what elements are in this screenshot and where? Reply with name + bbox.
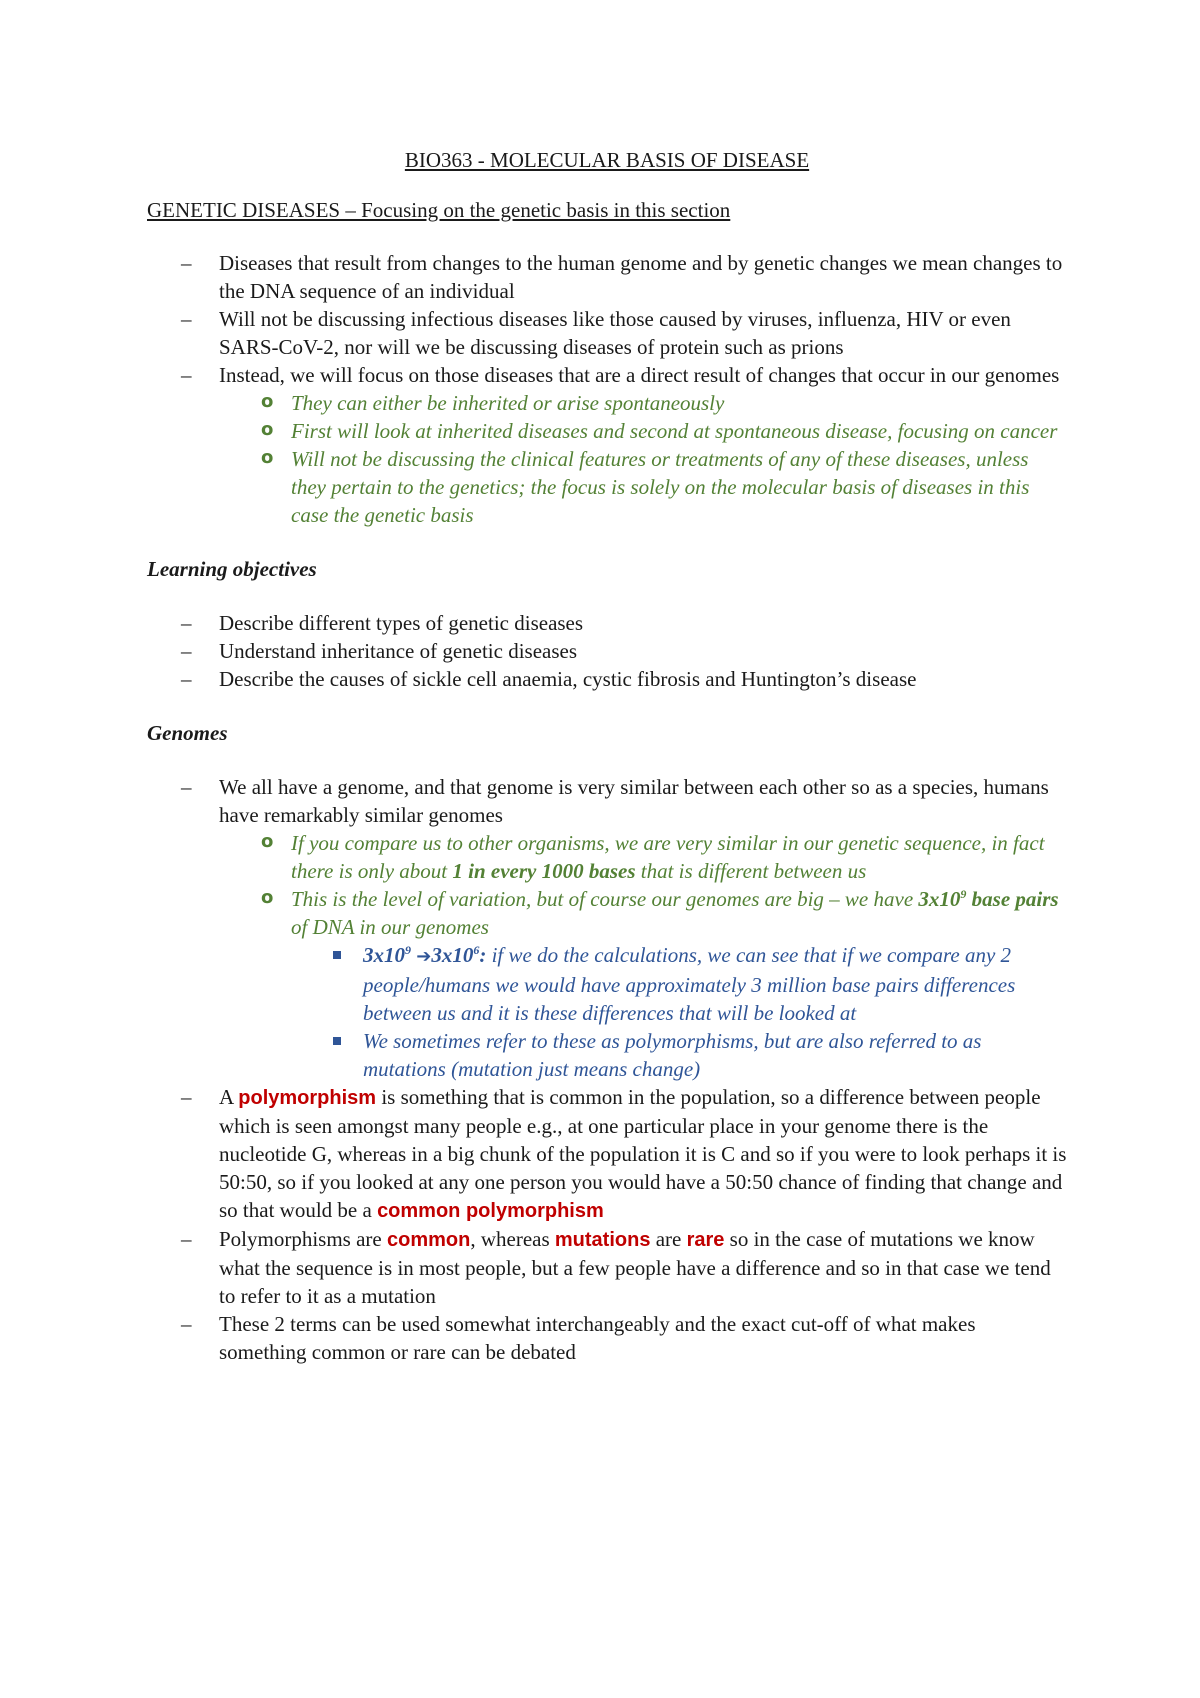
term-common: common bbox=[387, 1229, 471, 1251]
bases-ratio: 1 in every 1000 bases bbox=[452, 859, 636, 883]
intro-sub-item-2: o First will look at inherited diseases and second at spontaneous disease, focusing on cancer bbox=[291, 417, 1067, 445]
calculation: $3x10^9$ $➔3x10^6$: bbox=[363, 943, 487, 967]
intro-sub-item-1: o They can either be inherited or arise spontaneously bbox=[291, 389, 1067, 417]
genomes-item-1-text: We all have a genome, and that genome is very similar between each other so as a species, humans have remarkably similar genomes bbox=[219, 775, 1049, 827]
term-rare: rare bbox=[686, 1229, 725, 1251]
right-arrow-icon: ➔ bbox=[416, 946, 432, 967]
genomes-sub-item-2: o This is the level of variation, but of course our genomes are big – we have $3x10^9$ base pairs of DNA in our genomes $3x10^9$ $➔3x10^6$: if we do the calculations, we can see that if we compare any 2 people/humans we would have approximately 3 million base pairs differences between us and it is these differences that will be looked at We sometimes refer to these as polymorphisms, but are also referred to as mutations (mutation just means change) bbox=[291, 885, 1067, 1083]
genomes-subsublist bbox=[291, 941, 1067, 1083]
term-common-polymorphism: common polymorphism bbox=[377, 1200, 604, 1222]
genomes-sublist bbox=[219, 829, 1067, 1083]
genomes-item-1 bbox=[219, 773, 1067, 1083]
genomes-subsub-item-1: $3x10^9$ $➔3x10^6$: if we do the calculations, we can see that if we compare any 2 people/humans we would have approximately 3 million base pairs differences between us and it is these differences that will be looked at bbox=[363, 941, 1067, 1027]
intro-item-3-text: Instead, we will focus on those diseases that are a direct result of changes that occur in our genomes bbox=[219, 363, 1060, 387]
genomes-item-3: – Polymorphisms are common, whereas mutations are rare so in the case of mutations we know what the sequence is in most people, but a few people have a difference and so in that case we tend to refer to it as a mutation bbox=[219, 1225, 1067, 1310]
intro-list bbox=[147, 249, 1067, 529]
section-title: GENETIC DISEASES – Focusing on the genetic basis in this section bbox=[147, 198, 731, 222]
learning-objectives-list bbox=[147, 609, 1067, 693]
intro-item-1: – Diseases that result from changes to the human genome and by genetic changes we mean changes to the DNA sequence of an individual bbox=[219, 249, 1067, 305]
term-polymorphism: polymorphism bbox=[238, 1087, 377, 1109]
genome-size: $3x10^9$ base pairs bbox=[918, 887, 1059, 911]
learning-objectives-heading: Learning objectives bbox=[147, 557, 317, 581]
learning-item-2: – Understand inheritance of genetic diseases bbox=[219, 637, 1067, 665]
document-body bbox=[147, 146, 1067, 1366]
genomes-heading: Genomes bbox=[147, 721, 228, 745]
genomes-subsub-item-2: We sometimes refer to these as polymorphisms, but are also referred to as mutations (mutation just means change) bbox=[363, 1027, 1067, 1083]
learning-item-3: – Describe the causes of sickle cell anaemia, cystic fibrosis and Huntington’s disease bbox=[219, 665, 1067, 693]
intro-item-2: – Will not be discussing infectious diseases like those caused by viruses, influenza, HIV or even SARS-CoV-2, nor will we be discussing diseases of protein such as prions bbox=[219, 305, 1067, 361]
document-title: BIO363 - MOLECULAR BASIS OF DISEASE bbox=[404, 148, 810, 172]
genomes-item-2: – A polymorphism is something that is common in the population, so a difference between people which is seen amongst many people e.g., at one particular place in your genome there is the nucleotide G, whereas in a big chunk of the population it is C and so if you were to look perhaps it is 50:50, so if you looked at any one person you would have a 50:50 chance of finding that change and so that would be a common polymorphism bbox=[219, 1083, 1067, 1225]
genomes-item-4: – These 2 terms can be used somewhat interchangeably and the exact cut-off of what makes something common or rare can be debated bbox=[219, 1310, 1067, 1366]
genomes-sub-item-1: o If you compare us to other organisms, we are very similar in our genetic sequence, in fact there is only about 1 in every 1000 bases that is different between us bbox=[291, 829, 1067, 885]
intro-sub-item-3: o Will not be discussing the clinical features or treatments of any of these diseases, unless they pertain to the genetics; the focus is solely on the molecular basis of diseases in this case the genetic basis bbox=[291, 445, 1067, 529]
learning-item-1: – Describe different types of genetic diseases bbox=[219, 609, 1067, 637]
intro-sublist bbox=[219, 389, 1067, 529]
term-mutations: mutations bbox=[554, 1229, 651, 1251]
genomes-list bbox=[147, 773, 1067, 1366]
intro-item-3 bbox=[219, 361, 1067, 529]
